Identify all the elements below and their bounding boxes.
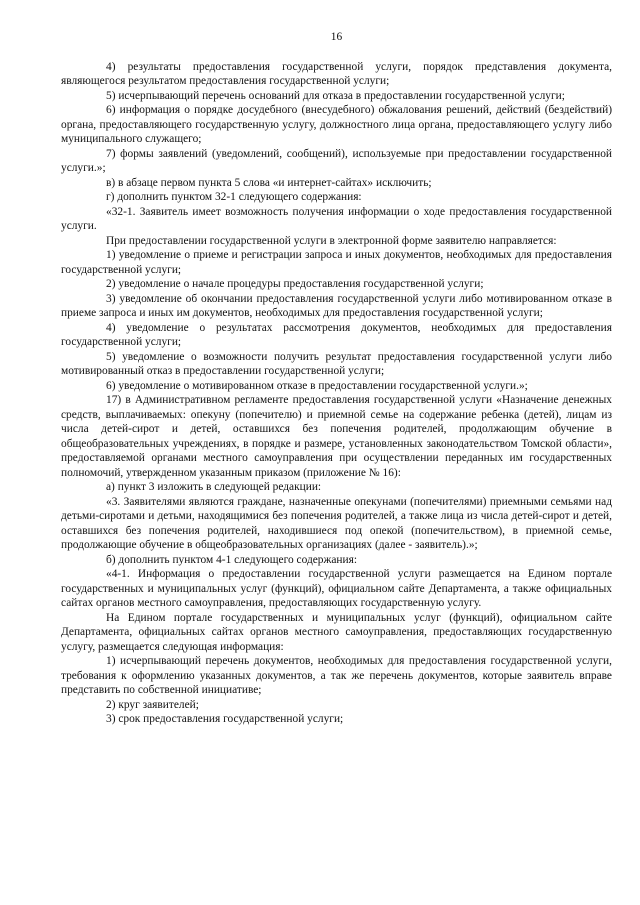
paragraph: 1) исчерпывающий перечень документов, необходимых для предоставления государственной услуги, требования к оформлению указанных документов, а так же перечень документов, которые заявитель вправе представить по собственной инициативе;: [61, 655, 612, 696]
paragraph: в) в абзаце первом пункта 5 слова «и интернет-сайтах» исключить;: [106, 176, 432, 189]
paragraph: 3) уведомление об окончании предоставления государственной услуги либо мотивированном отказе в приеме запроса и иных им документов, необходимых для предоставления государственной услуги;: [61, 292, 612, 319]
paragraph: 4) результаты предоставления государственной услуги, порядок представления документа, являющегося результатом предоставления государственной услуги;: [61, 60, 612, 87]
paragraph: 6) уведомление о мотивированном отказе в предоставлении государственной услуги.»;: [106, 379, 528, 392]
paragraph: а) пункт 3 изложить в следующей редакции:: [106, 481, 322, 493]
paragraph: 5) исчерпывающий перечень оснований для отказа в предоставлении государственной услуги;: [106, 89, 565, 102]
paragraph: 6) информация о порядке досудебного (внесудебного) обжалования решений, действий (бездействий) органа, предоставляющего государственную услугу, должностного лица органа, предоставляющего услугу либо муниципального служащего;: [61, 104, 612, 145]
paragraph: «4-1. Информация о предоставлении государственной услуги размещается на Едином портале государственных и муниципальных услуг (функций), официальном сайте Департамента, а также официальных сайтах органов местного самоуправления, предоставляющих государственную услугу.: [61, 568, 612, 609]
paragraph: б) дополнить пунктом 4-1 следующего содержания:: [106, 553, 358, 566]
paragraph: г) дополнить пунктом 32-1 следующего содержания:: [106, 191, 362, 203]
paragraph: 17) в Административном регламенте предоставления государственной услуги «Назначение денежных средств, выплачиваемых: опекуну (попечителю) и приемной семье на содержание ребенка (детей), лицам из числа детей-сирот и детей, оставшихся без попечения родителей, продолжающим обучение в общеобразовательных учреждениях, в порядке и размере, установленных законодательством Томской области», предоставляемой органами местного самоуправления при осуществлении переданных им государственных полномочий, утвержденном указанным приказом (приложение № 16):: [61, 394, 612, 479]
paragraph: 1) уведомление о приеме и регистрации запроса и иных документов, необходимых для предоставления государственной услуги;: [61, 249, 612, 276]
paragraph: 2) круг заявителей;: [106, 698, 199, 711]
paragraph: «3. Заявителями являются граждане, назначенные опекунами (попечителями) приемными семьями над детьми-сиротами и детьми, находящимися без попечения родителей, а также лица из числа детей-сирот и детей, оставшихся без попечения родителей, находившиеся под опекой (попечительством), в приемной семье, продолжающие обучение в общеобразовательных организациях (далее - заявитель).»;: [61, 495, 612, 551]
paragraph: 7) формы заявлений (уведомлений, сообщений), используемые при предоставлении государственной услуги.»;: [61, 147, 612, 174]
paragraph: 3) срок предоставления государственной услуги;: [106, 713, 344, 725]
paragraph: На Едином портале государственных и муниципальных услуг (функций), официальном сайте Департамента, официальных сайтах органов местного самоуправления, предоставляющих государственную услугу, размещается следующая информация:: [61, 611, 612, 653]
page-number: 16: [330, 31, 343, 43]
paragraph: «32-1. Заявитель имеет возможность получения информации о ходе предоставления государственной услуги.: [61, 205, 612, 232]
paragraph: 5) уведомление о возможности получить результат предоставления государственной услуги либо мотивированный отказ в предоставлении государственной услуги;: [61, 350, 612, 377]
paragraph: При предоставлении государственной услуги в электронной форме заявителю направляется:: [106, 234, 557, 247]
paragraph: 4) уведомление о результатах рассмотрения документов, необходимых для предоставления государственной услуги;: [61, 321, 612, 348]
paragraph: 2) уведомление о начале процедуры предоставления государственной услуги;: [106, 278, 484, 290]
